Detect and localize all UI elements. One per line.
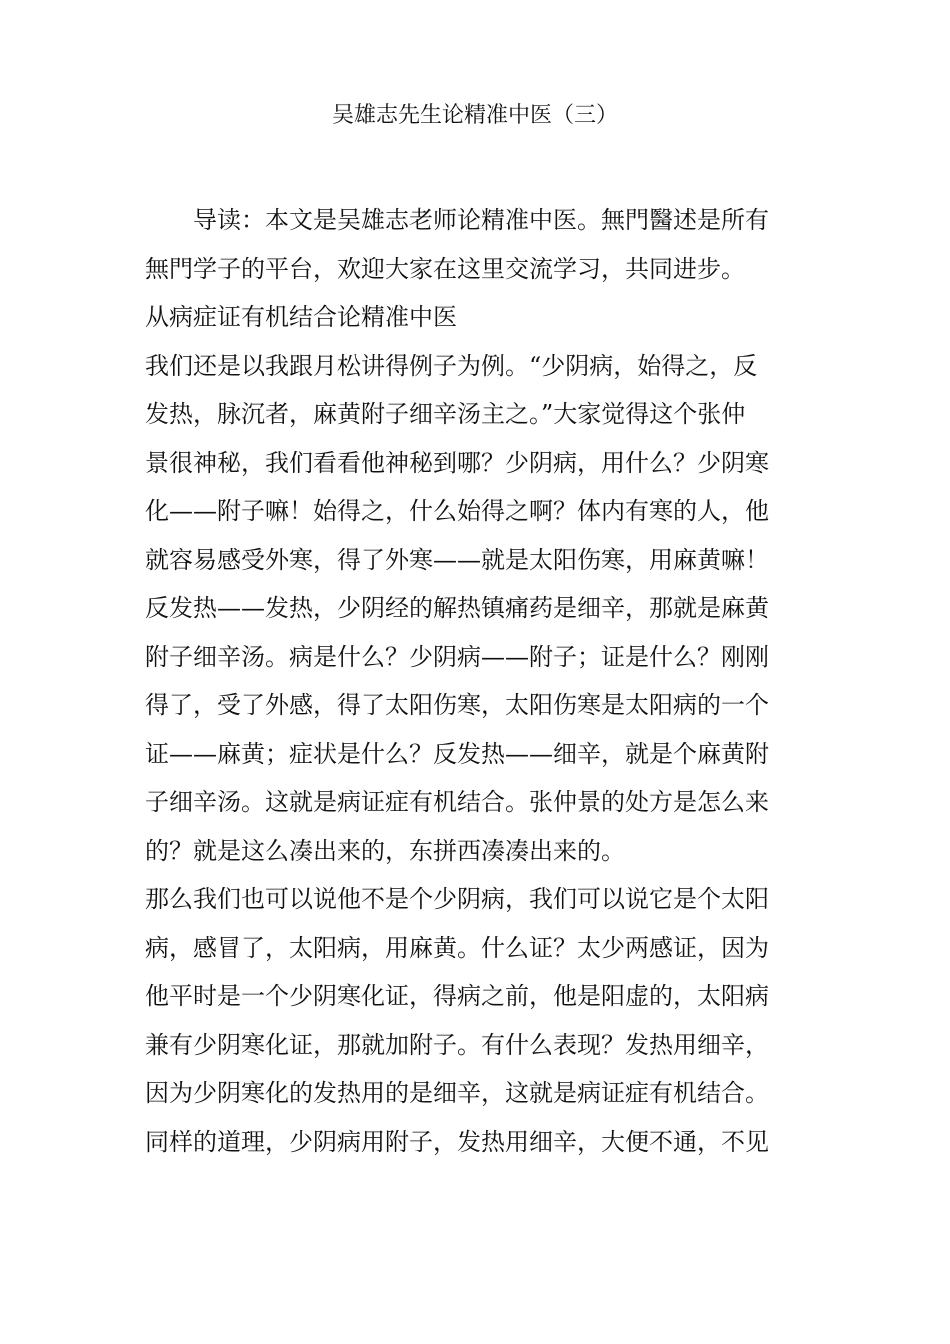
text-line: 的？就是这么凑出来的，东拼西凑凑出来的。 (145, 836, 625, 865)
text-line: 子细辛汤。这就是病证症有机结合。张仲景的处方是怎么来 (145, 788, 769, 816)
text-line: 因为少阴寒化的发热用的是细辛，这就是病证症有机结合。 (145, 1079, 769, 1107)
text-line: 就容易感受外寒，得了外寒——就是太阳伤寒，用麻黄嘛！ (145, 545, 769, 574)
text-line: 同样的道理，少阴病用附子，发热用细辛，大便不通，不见 (145, 1127, 769, 1156)
text-line: 我们还是以我跟月松讲得例子为例。“少阴病，始得之，反 (145, 351, 758, 380)
text-line: 無門学子的平台，欢迎大家在这里交流学习，共同进步。 (145, 254, 745, 283)
text-line: 证——麻黄；症状是什么？反发热——细辛，就是个麻黄附 (145, 739, 769, 768)
text-line: 发热，脉沉者，麻黄附子细辛汤主之。”大家觉得这个张仲 (145, 400, 746, 428)
text-line: 反发热——发热，少阴经的解热镇痛药是细辛，那就是麻黄 (145, 594, 769, 622)
text-line: 得了，受了外感，得了太阳伤寒，太阳伤寒是太阳病的一个 (145, 691, 769, 719)
article-body (145, 196, 815, 1166)
text-line: 他平时是一个少阴寒化证，得病之前，他是阳虚的，太阳病 (145, 982, 769, 1010)
text-line: 病，感冒了，太阳病，用麻黄。什么证？太少两感证，因为 (145, 933, 769, 962)
text-line: 导读：本文是吴雄志老师论精准中医。無門醫述是所有 (193, 206, 769, 234)
text-line: 景很神秘，我们看看他神秘到哪？少阴病，用什么？少阴寒 (145, 448, 769, 477)
text-line: 附子细辛汤。病是什么？少阴病——附子；证是什么？刚刚 (145, 642, 769, 671)
text-line: 化——附子嘛！始得之，什么始得之啊？体内有寒的人，他 (145, 497, 769, 525)
page-title: 吴雄志先生论精准中医（三） (331, 103, 618, 128)
text-line: 兼有少阴寒化证，那就加附子。有什么表现？发热用细辛， (145, 1030, 769, 1059)
section-heading: 从病症证有机结合论精准中医 (145, 303, 457, 331)
text-line: 那么我们也可以说他不是个少阴病，我们可以说它是个太阳 (145, 885, 769, 913)
